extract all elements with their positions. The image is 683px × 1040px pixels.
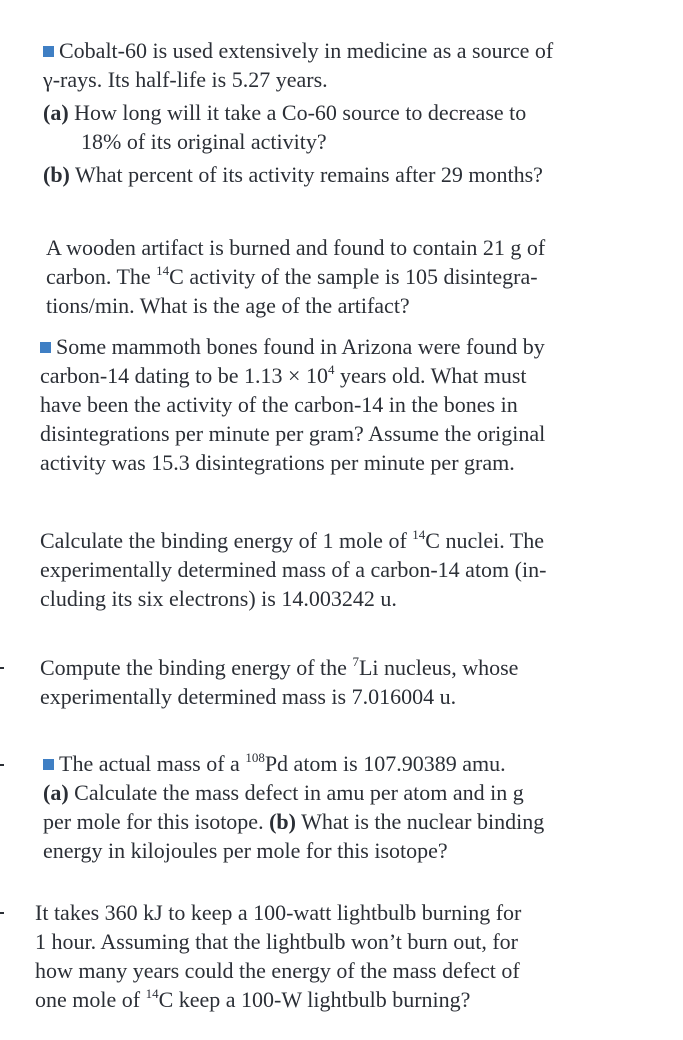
margin-mark	[0, 667, 4, 669]
part-a-continuation: 18% of its original activity?	[81, 129, 327, 154]
problem-text-line: carbon-14 dating to be $1.13 \times 10^4$ years old. What must	[40, 362, 527, 388]
problem-text-line: tions/min. What is the age of the artifact?	[46, 293, 410, 318]
problem-text-line: cluding its six electrons) is 14.003242 u.	[40, 586, 397, 611]
problem-text-line: activity was 15.3 disintegrations per minute per gram.	[40, 450, 515, 475]
problem-text-line: experimentally determined mass is 7.016004 u.	[40, 684, 457, 709]
problem-lithium-7-binding-energy	[40, 653, 518, 711]
margin-mark	[0, 764, 4, 766]
isotope-mass-number: 7	[352, 654, 359, 669]
problem-text-line: have been the activity of the carbon-14 in the bones in	[40, 392, 518, 417]
problem-cobalt-60	[43, 36, 553, 189]
part-a-label: (a)	[43, 100, 69, 125]
problem-intro-line: Cobalt-60 is used extensively in medicine as a source of	[43, 36, 553, 65]
problem-carbon-14-binding-energy	[40, 526, 546, 613]
isotope-mass-number: 14	[156, 263, 170, 278]
isotope-mass-number: 108	[245, 750, 265, 765]
problem-text-line: (a) Calculate the mass defect in amu per atom and in g	[43, 780, 524, 805]
part-a-label: (a)	[43, 780, 69, 805]
problem-text-line: Compute the binding energy of the $^7$Li nucleus, whose	[40, 654, 519, 680]
problem-mammoth-bones	[40, 332, 545, 477]
problem-text-line: The actual mass of a $^{108}$Pd atom is 107.90389 amu.	[43, 749, 544, 778]
isotope-mass-number: 14	[145, 986, 159, 1001]
problem-marker-icon	[40, 342, 51, 353]
margin-mark	[0, 912, 4, 914]
problem-text-line: 1 hour. Assuming that the lightbulb won’t burn out, for	[35, 929, 518, 954]
problem-text-line: It takes 360 kJ to keep a 100-watt lightbulb burning for	[35, 900, 522, 925]
part-a: (a) How long will it take a Co-60 source to decrease to	[43, 100, 527, 125]
part-b: (b) What percent of its activity remains after 29 months?	[43, 162, 543, 187]
part-b-label: (b)	[43, 162, 70, 187]
problem-text-line: per mole for this isotope. (b) What is the nuclear binding	[43, 809, 545, 834]
problem-lightbulb-mass-defect	[35, 898, 521, 1014]
part-b-label: (b)	[269, 809, 296, 834]
problem-intro-line: γ-rays. Its half-life is 5.27 years.	[43, 67, 328, 92]
problem-text-line: Calculate the binding energy of 1 mole of $^{14}$C nuclei. The	[40, 527, 545, 553]
exponent: 4	[327, 362, 335, 377]
problem-marker-icon	[43, 759, 54, 770]
problem-marker-icon	[43, 46, 54, 57]
problem-text-line: carbon. The $^{14}$C activity of the sample is 105 disintegra-	[46, 263, 538, 289]
problem-text-line: disintegrations per minute per gram? Assume the original	[40, 421, 546, 446]
problem-text-line: experimentally determined mass of a carbon-14 atom (in-	[40, 557, 547, 582]
problem-text-line: energy in kilojoules per mole for this isotope?	[43, 838, 448, 863]
problem-text-line: A wooden artifact is burned and found to contain 21 g of	[46, 235, 546, 260]
problem-text-line: how many years could the energy of the mass defect of	[35, 958, 520, 983]
problem-text-line: Some mammoth bones found in Arizona were found by	[40, 332, 545, 361]
problem-wooden-artifact	[46, 233, 545, 320]
problem-text-line: one mole of $^{14}$C keep a 100-W lightbulb burning?	[35, 986, 471, 1012]
isotope-mass-number: 14	[412, 527, 426, 542]
problem-palladium-108	[43, 749, 544, 865]
